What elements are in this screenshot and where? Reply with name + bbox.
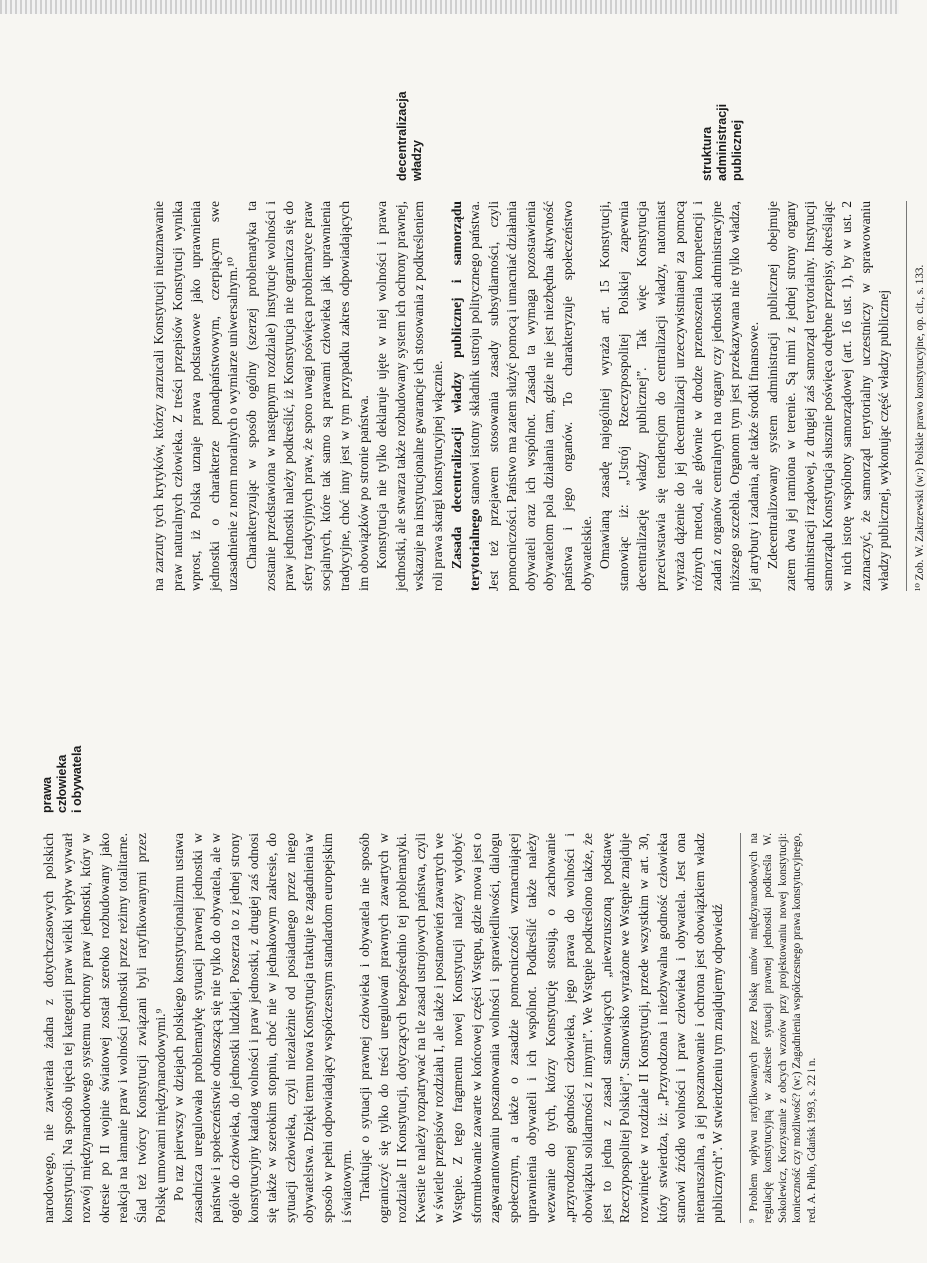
paragraph-decentralization: Zasada decentralizacji władzy publicznej i samorządu terytorialnego stanowi istotny składnik ustroju politycznego państwa. Jest też przejawem stosowania zasady subsydiarności, czyli pomocniczości. Państwo ma zatem służyć pomocą i umacniać działania obywateli oraz ich wspólnot. Zasada ta wymaga pozostawienia obywatelom pola działania tam, gdzie nie jest niezbędna aktywność państwa i jego organów. To charakteryzuje społeczeństwo obywatelskie. bbox=[448, 201, 594, 591]
left-text-column bbox=[40, 833, 819, 1223]
paragraph: Zdecentralizowany system administracji publicznej obejmuje zatem dwa jej ramiona w terenie. Są nimi z jednej strony organy administracji rządowej, z drugiej zaś samorząd terytorialny. Instytucji samorządu Konstytucja słusznie poświęca odrębne przepisy, określając w nich istotę wspólnoty samorządowej (art. 16 ust. 1), by w ust. 2 zaznaczyć, że samorząd terytorialny uczestniczy w sprawowaniu władzy publicznej, wykonując część władzy publicznej bbox=[764, 201, 892, 591]
paragraph: Po raz pierwszy w dziejach polskiego konstytucjonalizmu ustawa zasadnicza uregulowała problematykę sytuacji prawnej jednostki w państwie i społeczeństwie odnoszącą się nie tylko do obywatela, ale w ogóle do człowieka, do jednostki ludzkiej. Poszerza to z jednej strony konstytucyjny katalog wolności i praw jednostki, z drugiej zaś odnosi się także w szerokim stopniu, choć nie w jednakowym zakresie, do sytuacji człowieka, czyli niezależnie od posiadanego przez niego obywatelstwa. Dzięki temu nowa Konstytucja traktuje te zagadnienia w sposób w pełni odpowiadający współczesnym standardom europejskim i światowym. bbox=[171, 833, 354, 1223]
margin-label-rights: prawa człowieka i obywatela bbox=[40, 745, 84, 813]
paragraph: Omawianą zasadę najogólniej wyraża art. 15 Konstytucji, stanowiąc iż: „Ustrój Rzeczypospolitej Polskiej zapewnia decentralizację władzy publicznej”. Tak więc Konstytucja przeciwstawia się tendencjom do centralizacji władzy, natomiast wyraża dążenie do jej decentralizacji urzeczywistnianej za pomocą różnych metod, ale głównie w drodze przenoszenia kompetencji i zadań z organów centralnych na organy czy jednostki administracyjne niższego szczebla. Organom tym jest przekazywana nie tylko władza, jej atrybuty i zadania, ale także środki finansowe. bbox=[597, 201, 761, 591]
lead-phrase: Zasada decentralizacji władzy publicznej i samorządu terytorialnego bbox=[448, 201, 483, 591]
footnote: ⁹ Problem wpływu ratyfikowanych przez Polskę umów międzynarodowych na regulację konstytucyjną w zakresie sytuacji prawnej jednostki podkreśla W. Sokolewicz, Korzystanie z obcych wzorów przy projektowaniu nowej konstytucji: konieczność czy możliwość? (w:) Zagadnienia współczesnego prawa konstytucyjnego, red. A. Pułło, Gdańsk 1993, s. 22 i n. bbox=[740, 833, 820, 1223]
left-page bbox=[0, 643, 899, 1263]
right-page bbox=[0, 0, 926, 631]
margin-label-administration: struktura administracji publicznej bbox=[700, 103, 744, 181]
paragraph: Konstytucja nie tylko deklaruje ujęte w niej wolności i prawa jednostki, ale stwarza także rozbudowany system ich ochrony prawnej, wskazuje na instytucjonalne gwarancje ich stosowania z podkreśleniem roli prawa skargi konstytucyjnej włącznie. bbox=[374, 201, 445, 591]
paragraph: narodowego, nie zawierała żadna z dotychczasowych polskich konstytucji. Na sposób ujęcia tej kategorii praw wielki wpływ wywarł rozwój międzynarodowego systemu ochrony praw jednostki, który w okresie po II wojnie światowej został szeroko rozbudowany jako reakcja na łamanie praw i wolności jednostki przez reżimy totalitarne. Ślad też twórcy Konstytucji związani byli ratyfikowanymi przez Polskę umowami międzynarodowymi.⁹ bbox=[41, 833, 168, 1223]
paragraph: na zarzuty tych krytyków, którzy zarzucali Konstytucji nieuznawanie praw naturalnych człowieka. Z treści przepisów Konstytucji wynika wprost, iż Polska uznaje prawa podstawowe jako uprawnienia jednostki o charakterze ponadpaństwowym, czerpiącym swe uzasadnienie z norm moralnych o wymiarze uniwersalnym.¹⁰ bbox=[151, 201, 241, 591]
margin-label-decentralization: decentralizacja władzy bbox=[395, 91, 424, 181]
footnote: ¹⁰ Zob. W. Zakrzewski (w:) Polskie prawo konstytucyjne, op. cit., s. 133. bbox=[906, 201, 927, 591]
paragraph: Traktując o sytuacji prawnej człowieka i obywatela nie sposób ograniczyć się tylko do treści uregulowań prawnych zawartych w rozdziale II Konstytucji, dotyczących bezpośrednio tej problematyki. Kwestie te należy rozpatrywać na tle zasad ustrojowych państwa, czyli w świetle przepisów rozdziału I, ale także i postanowień zawartych we Wstępie. Z tego fragmentu nowej Konstytucji należy wydobyć sformułowanie zawarte w końcowej części Wstępu, gdzie mowa jest o zagwarantowaniu poszanowania wolności i sprawiedliwości, dialogu społecznym, a także o zasadzie pomocniczości wzmacniającej uprawnienia obywateli i ich wspólnot. Podkreślić także należy wezwanie do tych, którzy Konstytucję stosują, o zachowanie „przyrodzonej godności człowieka, jego prawa do wolności i obowiązku solidarności z innymi”. We Wstępie podkreślono także, że jest to jedna z zasad stanowiących „niewzruszoną podstawę Rzeczypospolitej Polskiej”. Stanowisko wyrażone we Wstępie znajduje rozwinięcie w rozdziale II Konstytucji, przede wszystkim w art. 30, który stwierdza, iż: „Przyrodzona i niezbywalna godność człowieka stanowi źródło wolności i praw człowieka i obywatela. Jest ona nienaruszalna, a jej poszanowanie i ochrona jest obowiązkiem władz publicznych”. W stwierdzeniu tym znajdujemy odpowiedź bbox=[357, 833, 726, 1223]
right-text-column bbox=[150, 201, 927, 591]
paragraph: Charakteryzując w sposób ogólny (szerzej problematyka ta zostanie przedstawiona w następnym rozdziale) instytucje wolności i praw jednostki należy podkreślić, iż Konstytucja nie ogranicza się do sfery tradycyjnych praw, że sporo uwagi poświęca problematyce praw socjalnych, które tak samo są prawami człowieka jak uprawnienia tradycyjne, choć inny jest w tym przypadku zakres odpowiadających im obowiązków po stronie państwa. bbox=[243, 201, 371, 591]
